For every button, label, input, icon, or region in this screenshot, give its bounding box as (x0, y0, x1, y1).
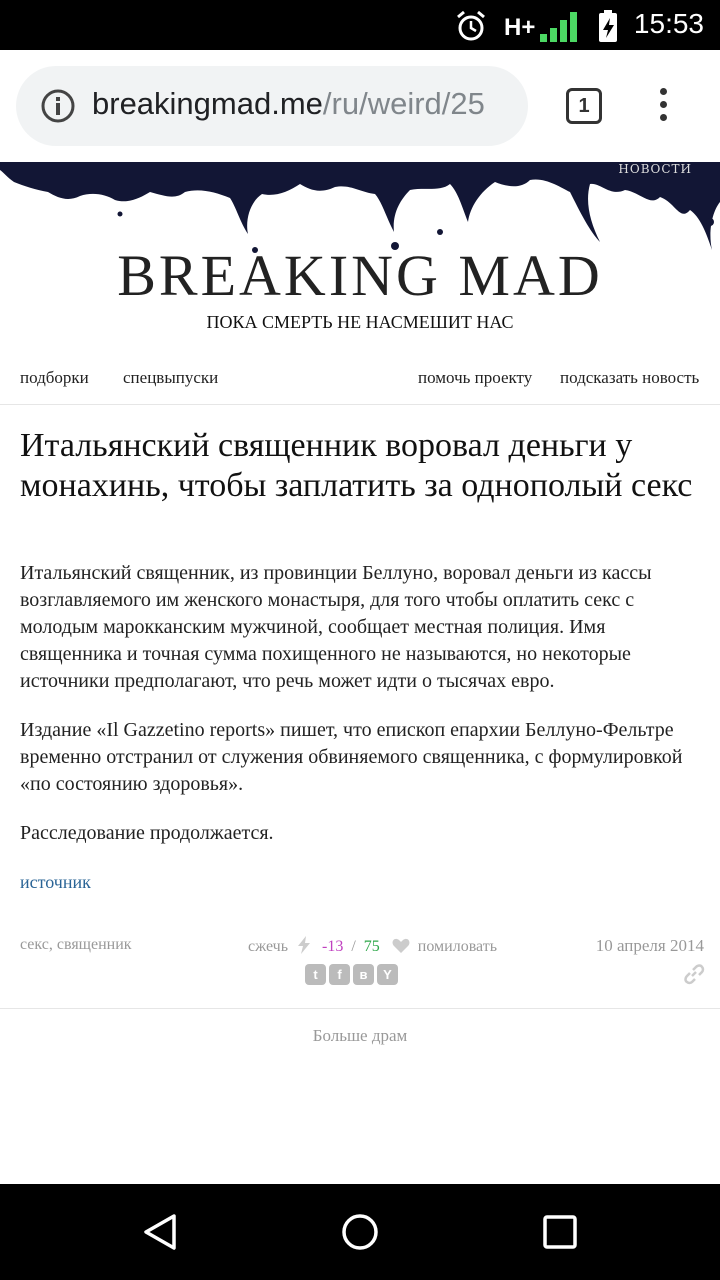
article-paragraph: Издание «Il Gazzetino reports» пишет, что епископ епархии Беллуно-Фельтре временно отстранил от служения обвиняемого священника, с формулировкой «по состоянию здоровья». (20, 719, 683, 795)
network-type: H+ (504, 14, 536, 41)
site-nav (0, 352, 720, 405)
site-header (0, 162, 720, 352)
alarm-icon (454, 10, 488, 42)
twitter-icon[interactable]: t (305, 964, 326, 985)
site-tagline: ПОКА СМЕРТЬ НЕ НАСМЕШИТ НАС (206, 312, 514, 332)
nav-specials-link[interactable]: спецвыпуски (123, 368, 219, 387)
article-meta (0, 930, 720, 1009)
info-icon[interactable] (40, 88, 76, 124)
votes-negative: -13 (322, 938, 344, 955)
vote-widget (248, 936, 497, 956)
pardon-button[interactable]: помиловать (417, 938, 498, 955)
tab-switcher-button[interactable]: 1 (566, 88, 602, 124)
source-link[interactable]: источник (20, 872, 91, 892)
article-tags[interactable]: секс, священник (20, 936, 132, 953)
share-buttons (305, 964, 401, 985)
address-bar[interactable] (16, 66, 528, 146)
url-domain: breakingmad.me (92, 86, 323, 121)
vk-icon[interactable]: в (353, 964, 374, 985)
burn-button[interactable]: сжечь (248, 938, 288, 955)
lightning-icon[interactable] (296, 936, 312, 954)
home-icon[interactable] (340, 1212, 380, 1252)
clock: 15:53 (633, 8, 704, 39)
browser-toolbar (0, 50, 720, 162)
votes-positive: 75 (363, 938, 380, 955)
battery-charging-icon (596, 10, 622, 44)
url-path: /ru/weird/25 (322, 86, 485, 121)
nav-support-link[interactable]: помочь проекту (418, 368, 533, 387)
back-icon[interactable] (140, 1212, 180, 1252)
nav-collections-link[interactable]: подборки (20, 368, 89, 387)
article-date: 10 апреля 2014 (595, 936, 704, 955)
recents-icon[interactable] (542, 1212, 578, 1252)
system-nav-bar (0, 1184, 720, 1280)
link-icon[interactable] (682, 962, 706, 986)
votes-separator: / (351, 938, 356, 955)
article-paragraph: Расследование продолжается. (20, 822, 274, 844)
news-link[interactable]: НОВОСТИ (618, 162, 692, 176)
yandex-icon[interactable]: Y (377, 964, 398, 985)
nav-suggest-link[interactable]: подсказать новость (560, 368, 700, 387)
heart-icon[interactable] (392, 938, 410, 954)
site-logo[interactable]: BREAKING MAD (117, 243, 603, 308)
status-bar (0, 0, 720, 50)
article-paragraph: Итальянский священник, из провинции Беллуно, воровал деньги из кассы возглавляемого им женского монастыря, для того чтобы оплатить секс с молодым марокканским мужчиной, сообщает местная полиция. Имя священника и точная сумма похищенного не называются, но некоторые источники предполагают, что речь может идти о тысячах евро. (20, 562, 652, 692)
url-text[interactable] (92, 86, 512, 122)
article-body (20, 560, 700, 869)
facebook-icon[interactable]: f (329, 964, 350, 985)
menu-icon[interactable] (656, 88, 670, 128)
signal-icon (540, 10, 586, 44)
article-title: Итальянский священник воровал деньги у монахинь, чтобы заплатить за однополый секс (20, 427, 693, 504)
more-dramas-link[interactable]: Больше драм (312, 1026, 408, 1045)
